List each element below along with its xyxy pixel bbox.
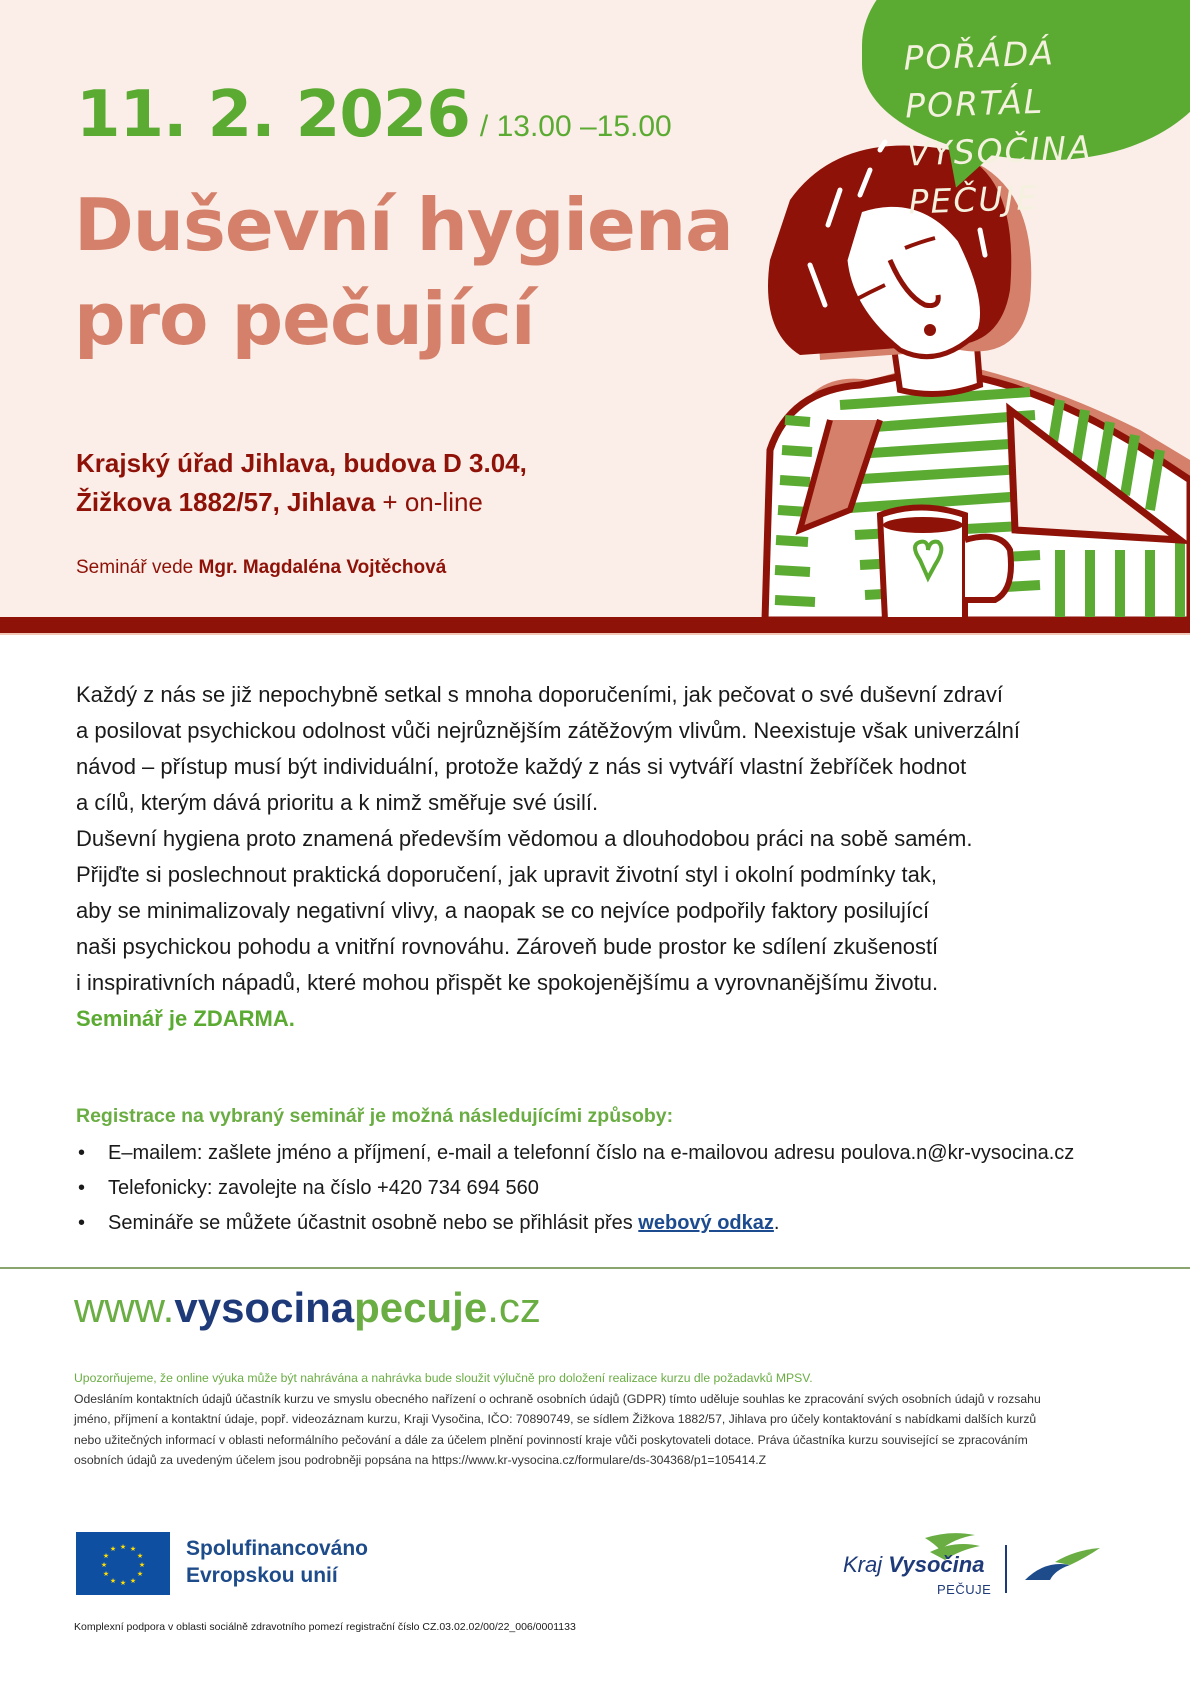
- website-prefix: www.: [74, 1284, 175, 1331]
- description-line: Každý z nás se již nepochybně setkal s mnoha doporučeními, jak pečovat o své duševní zdraví: [76, 682, 1003, 707]
- bullet-icon: •: [78, 1142, 86, 1164]
- lecturer-name: Mgr. Magdaléna Vojtěchová: [198, 557, 447, 578]
- logo-separator: [1005, 1545, 1007, 1593]
- gdpr-line: jméno, příjmení a kontaktní údaje, popř. videozáznam kurzu, Kraji Vysočina, IČO: 70890749, se sídlem Žižkova 1882/57, Jihlava pro účely kontaktování s nabídkami dalších kurzů: [74, 1412, 1037, 1426]
- registration-item-suffix: .: [773, 1212, 780, 1234]
- registration-item-email: [76, 1136, 1074, 1171]
- eu-cofinanced-label: [186, 1535, 368, 1589]
- website-part2: pecuje: [354, 1284, 488, 1331]
- svg-text:★: ★: [109, 1545, 117, 1553]
- website-url[interactable]: [74, 1284, 541, 1332]
- bullet-icon: •: [78, 1212, 86, 1234]
- event-date: 11. 2. 2026: [76, 78, 470, 152]
- registration-item-phone: [76, 1171, 1074, 1206]
- section-divider: [0, 1267, 1190, 1269]
- gdpr-line: osobních údajů za uvedeným účelem jsou podrobněji popsána na https://www.kr-vysocina.cz/formulare/ds-304368/p1=105414.Z: [74, 1453, 767, 1467]
- description-line: Duševní hygiena proto znamená především vědomou a dlouhodobou práci na sobě samém.: [76, 826, 973, 851]
- location-online: + on-line: [375, 487, 483, 517]
- event-location: [76, 444, 527, 522]
- hero-divider-band: [0, 617, 1190, 633]
- description-line: i inspirativních nápadů, které mohou přispět ke spokojenějšímu a vyrovnanějšímu životu.: [76, 970, 939, 995]
- description-line: a posilovat psychickou odolnost vůči nejrůznějším zátěžovým vlivům. Neexistuje však univerzální: [76, 718, 1020, 743]
- website-part1: vysocina: [174, 1284, 355, 1331]
- hero-divider-edge: [0, 633, 1190, 635]
- gdpr-line: nebo užitečných informací v oblasti neformálního pečování a dále za účelem plnění povinností kraje vůči poskytovateli dotace. Práva účastníka kurzu související se zpracováním: [74, 1432, 1028, 1447]
- registration-item-web: [76, 1206, 1074, 1241]
- description-line: a cílů, kterým dává prioritu a k nimž směřuje své úsilí.: [76, 790, 599, 815]
- kraj-prefix: Kraj: [843, 1552, 889, 1577]
- bullet-icon: •: [78, 1177, 86, 1199]
- svg-text:★: ★: [119, 1543, 127, 1551]
- eu-line-1: Spolufinancováno: [186, 1537, 369, 1560]
- svg-text:★: ★: [136, 1552, 144, 1560]
- location-line-1: Krajský úřad Jihlava, budova D 3.04,: [76, 448, 527, 478]
- svg-text:★: ★: [102, 1552, 110, 1560]
- location-line-2: Žižkova 1882/57, Jihlava: [76, 487, 376, 517]
- lecturer-prefix: Seminář vede: [76, 557, 199, 578]
- event-date-line: [76, 78, 672, 152]
- event-time: / 13.00 –15.00: [479, 110, 672, 143]
- kraj-name: Vysočina: [888, 1552, 985, 1577]
- description-line: aby se minimalizovaly negativní vlivy, a naopak se co nejvíce podpořily faktory posilující: [76, 898, 930, 923]
- svg-text:★: ★: [129, 1577, 137, 1585]
- description-line: naši psychickou pohodu a vnitřní rovnováhu. Zároveň bude prostor ke sdílení zkušeností: [76, 934, 939, 959]
- svg-text:★: ★: [138, 1561, 146, 1569]
- svg-text:★: ★: [102, 1570, 110, 1578]
- title-line-1: Duševní hygiena: [74, 183, 733, 267]
- eu-line-2: Evropskou unií: [186, 1564, 338, 1587]
- svg-text:★: ★: [136, 1570, 144, 1578]
- registration-item-text: E–mailem: zašlete jméno a příjmení, e-mail a telefonní číslo na e-mailovou adresu poulova.n@kr-vysocina.cz: [108, 1142, 1075, 1164]
- lecturer: [76, 557, 446, 579]
- kraj-vysocina-name: [843, 1552, 984, 1578]
- svg-text:★: ★: [109, 1577, 117, 1585]
- description-line: návod – přístup musí být individuální, protože každý z nás si vytváří vlastní žebříček hodnot: [76, 754, 967, 779]
- web-link[interactable]: webový odkaz: [638, 1212, 774, 1234]
- description: [76, 677, 1136, 1037]
- recording-warning: Upozorňujeme, že online výuka může být nahrávána a nahrávka bude sloužit výlučně pro doložení realizace kurzu dle požadavků MPSV.: [74, 1371, 813, 1385]
- organizer-line-2: VYSOČINA PEČUJE: [906, 128, 1094, 222]
- organizer-text: [903, 26, 1170, 227]
- gdpr-notice: [74, 1368, 1134, 1471]
- kraj-subtitle: PEČUJE: [937, 1582, 992, 1597]
- free-note: Seminář je ZDARMA.: [76, 1006, 295, 1031]
- gdpr-line: Odesláním kontaktních údajů účastník kurzu ve smyslu obecného nařízení o ochraně osobních údajů (GDPR) tímto uděluje souhlas ke zpracování svých osobních údajů v rozsahu: [74, 1391, 1041, 1406]
- registration-title: Registrace na vybraný seminář je možná následujícími způsoby:: [76, 1105, 674, 1127]
- organizer-line-1: POŘÁDÁ PORTÁL: [902, 33, 1056, 126]
- registration-list: [76, 1136, 1074, 1241]
- eu-flag-icon: [76, 1532, 170, 1595]
- title-line-2: pro pečující: [74, 277, 535, 361]
- registration-number: Komplexní podpora v oblasti sociálně zdravotního pomezí registrační číslo CZ.03.02.02/00/22_006/0001133: [74, 1621, 576, 1633]
- registration-item-text: Telefonicky: zavolejte na číslo +420 734 694 560: [108, 1177, 539, 1199]
- svg-text:★: ★: [129, 1545, 137, 1553]
- registration-item-text: Semináře se můžete účastnit osobně nebo se přihlásit přes: [108, 1212, 639, 1234]
- svg-text:★: ★: [119, 1579, 127, 1587]
- description-line: Přijďte si poslechnout praktická doporučení, jak upravit životní styl i okolní podmínky tak,: [76, 862, 937, 887]
- website-suffix: .cz: [487, 1284, 541, 1331]
- page-title: [74, 178, 733, 366]
- hero-section: [0, 0, 1190, 618]
- svg-text:★: ★: [100, 1561, 108, 1569]
